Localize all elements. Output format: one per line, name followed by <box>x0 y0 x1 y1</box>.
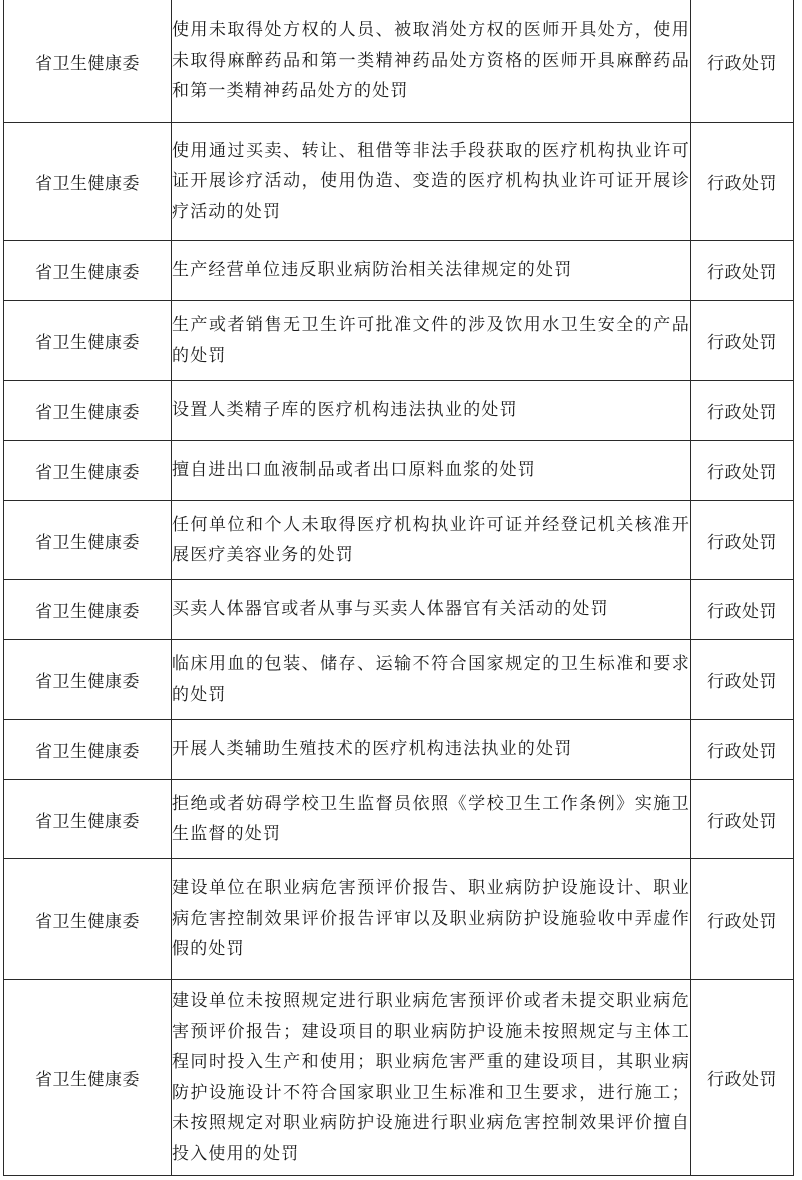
table-row <box>4 780 794 859</box>
department-cell: 省卫生健康委 <box>4 0 172 123</box>
department-cell: 省卫生健康委 <box>4 241 172 301</box>
table-row <box>4 301 794 381</box>
table-row <box>4 980 794 1176</box>
department-cell: 省卫生健康委 <box>4 441 172 501</box>
type-cell: 行政处罚 <box>691 501 794 580</box>
department-cell: 省卫生健康委 <box>4 780 172 859</box>
type-cell: 行政处罚 <box>691 301 794 381</box>
department-cell: 省卫生健康委 <box>4 123 172 241</box>
type-cell: 行政处罚 <box>691 980 794 1176</box>
type-cell: 行政处罚 <box>691 241 794 301</box>
item-cell: 生产经营单位违反职业病防治相关法律规定的处罚 <box>172 241 691 301</box>
item-cell: 设置人类精子库的医疗机构违法执业的处罚 <box>172 381 691 441</box>
department-cell: 省卫生健康委 <box>4 720 172 780</box>
department-cell: 省卫生健康委 <box>4 859 172 980</box>
type-cell: 行政处罚 <box>691 580 794 640</box>
item-cell: 使用通过买卖、转让、租借等非法手段获取的医疗机构执业许可证开展诊疗活动，使用伪造、变造的医疗机构执业许可证开展诊疗活动的处罚 <box>172 123 691 241</box>
table-row <box>4 441 794 501</box>
item-cell: 买卖人体器官或者从事与买卖人体器官有关活动的处罚 <box>172 580 691 640</box>
item-cell: 拒绝或者妨碍学校卫生监督员依照《学校卫生工作条例》实施卫生监督的处罚 <box>172 780 691 859</box>
item-cell: 擅自进出口血液制品或者出口原料血浆的处罚 <box>172 441 691 501</box>
type-cell: 行政处罚 <box>691 859 794 980</box>
department-cell: 省卫生健康委 <box>4 301 172 381</box>
department-cell: 省卫生健康委 <box>4 640 172 720</box>
item-cell: 开展人类辅助生殖技术的医疗机构违法执业的处罚 <box>172 720 691 780</box>
item-cell: 建设单位未按照规定进行职业病危害预评价或者未提交职业病危害预评价报告；建设项目的职业病防护设施未按照规定与主体工程同时投入生产和使用；职业病危害严重的建设项目，其职业病防护设施设计不符合国家职业卫生标准和卫生要求，进行施工；未按照规定对职业病防护设施进行职业病危害控制效果评价擅自投入使用的处罚 <box>172 980 691 1176</box>
table-row <box>4 381 794 441</box>
type-cell: 行政处罚 <box>691 640 794 720</box>
table-row <box>4 580 794 640</box>
table-row <box>4 859 794 980</box>
item-cell: 生产或者销售无卫生许可批准文件的涉及饮用水卫生安全的产品的处罚 <box>172 301 691 381</box>
item-cell: 使用未取得处方权的人员、被取消处方权的医师开具处方，使用未取得麻醉药品和第一类精神药品处方资格的医师开具麻醉药品和第一类精神药品处方的处罚 <box>172 0 691 123</box>
item-cell: 建设单位在职业病危害预评价报告、职业病防护设施设计、职业病危害控制效果评价报告评审以及职业病防护设施验收中弄虚作假的处罚 <box>172 859 691 980</box>
item-cell: 任何单位和个人未取得医疗机构执业许可证并经登记机关核准开展医疗美容业务的处罚 <box>172 501 691 580</box>
type-cell: 行政处罚 <box>691 381 794 441</box>
item-cell: 临床用血的包装、储存、运输不符合国家规定的卫生标准和要求的处罚 <box>172 640 691 720</box>
type-cell: 行政处罚 <box>691 720 794 780</box>
department-cell: 省卫生健康委 <box>4 980 172 1176</box>
type-cell: 行政处罚 <box>691 441 794 501</box>
table-row <box>4 501 794 580</box>
type-cell: 行政处罚 <box>691 780 794 859</box>
table-row <box>4 123 794 241</box>
department-cell: 省卫生健康委 <box>4 381 172 441</box>
penalty-items-table <box>3 0 794 1176</box>
table-row <box>4 640 794 720</box>
department-cell: 省卫生健康委 <box>4 501 172 580</box>
table-row <box>4 241 794 301</box>
table-row <box>4 0 794 123</box>
type-cell: 行政处罚 <box>691 0 794 123</box>
department-cell: 省卫生健康委 <box>4 580 172 640</box>
type-cell: 行政处罚 <box>691 123 794 241</box>
table-row <box>4 720 794 780</box>
